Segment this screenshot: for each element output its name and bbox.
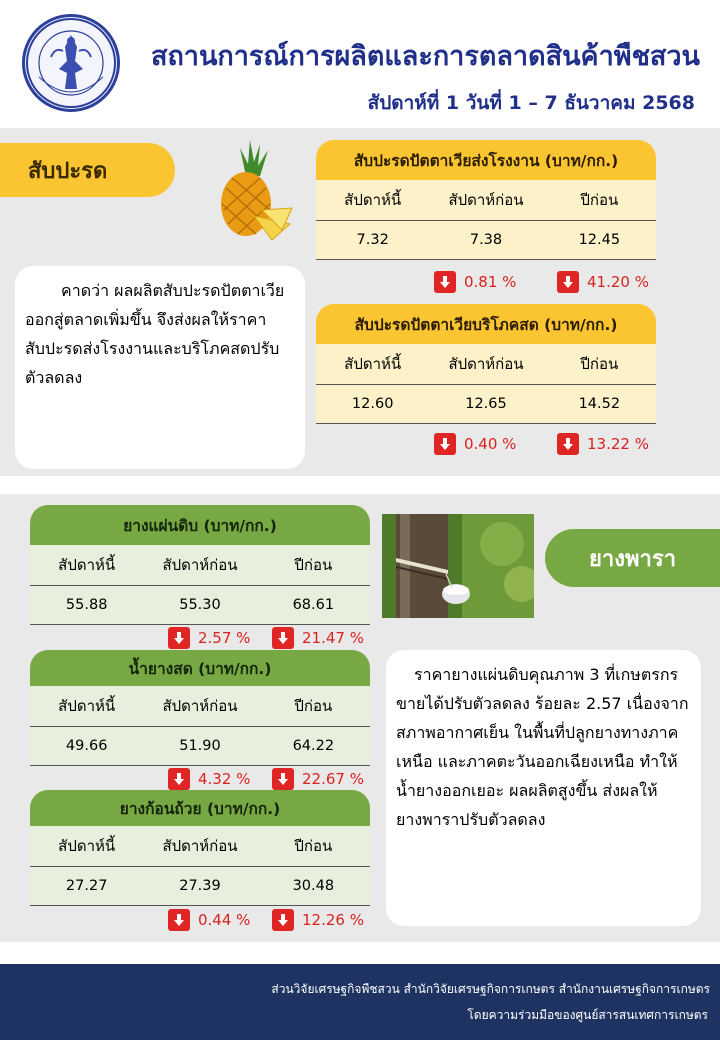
down-arrow-icon bbox=[272, 768, 294, 790]
table-title: สับปะรดปัตตาเวียบริโภคสด (บาท/กก.) bbox=[316, 304, 656, 344]
change-text: 4.32 % bbox=[198, 770, 251, 788]
pineapple-tag: สับปะรด bbox=[0, 143, 175, 197]
change-vs-last-week bbox=[168, 768, 250, 790]
page-footer bbox=[0, 964, 720, 1040]
table-value-row bbox=[30, 586, 370, 625]
rubber-note bbox=[386, 650, 701, 926]
table-value-row bbox=[30, 867, 370, 906]
change-text: 0.44 % bbox=[198, 911, 251, 929]
value-this-week: 27.27 bbox=[65, 878, 108, 894]
agency-seal-icon bbox=[25, 17, 117, 109]
column-this-week: สัปดาห์นี้ bbox=[344, 355, 402, 373]
change-vs-last-year bbox=[557, 433, 649, 455]
column-last-year: ปีก่อน bbox=[294, 697, 333, 715]
value-last-week: 12.65 bbox=[465, 396, 507, 412]
down-arrow-icon bbox=[557, 271, 579, 293]
change-vs-last-week bbox=[168, 909, 250, 931]
table-value-row bbox=[316, 385, 656, 424]
value-this-week: 55.88 bbox=[65, 597, 108, 613]
value-last-year: 64.22 bbox=[292, 738, 335, 754]
value-last-week: 27.39 bbox=[179, 878, 221, 894]
change-vs-last-week bbox=[434, 433, 516, 455]
page-title: สถานการณ์การผลิตและการตลาดสินค้าพืชสวน bbox=[150, 41, 700, 72]
down-arrow-icon bbox=[557, 433, 579, 455]
table-header-row bbox=[316, 344, 656, 385]
change-text: 0.81 % bbox=[464, 273, 517, 291]
column-last-year: ปีก่อน bbox=[294, 837, 333, 855]
column-last-year: ปีก่อน bbox=[580, 355, 619, 373]
table-header-row bbox=[30, 826, 370, 867]
down-arrow-icon bbox=[168, 909, 190, 931]
down-arrow-icon bbox=[168, 627, 190, 649]
column-last-week: สัปดาห์ก่อน bbox=[162, 837, 238, 855]
value-this-week: 49.66 bbox=[65, 738, 108, 754]
rubber-latex-table bbox=[30, 650, 370, 766]
pineapple-note-text: คาดว่า ผลผลิตสับปะรดปัตตาเวียออกสู่ตลาดเพิ่มขึ้น จึงส่งผลให้ราคาสับปะรดส่งโรงงานและบริโภคสดปรับตัวลดลง bbox=[25, 281, 285, 387]
table-header-row bbox=[30, 545, 370, 586]
change-vs-last-week bbox=[168, 627, 250, 649]
column-this-week: สัปดาห์นี้ bbox=[58, 837, 116, 855]
table-title: ยางก้อนถ้วย (บาท/กก.) bbox=[30, 790, 370, 826]
column-last-year: ปีก่อน bbox=[580, 191, 619, 209]
value-last-week: 51.90 bbox=[179, 738, 221, 754]
change-text: 0.40 % bbox=[464, 435, 517, 453]
value-this-week: 7.32 bbox=[356, 232, 389, 248]
week-subtitle: สัปดาห์ที่ 1 วันที่ 1 – 7 ธันวาคม 2568 bbox=[367, 92, 695, 114]
table-title: สับปะรดปัตตาเวียส่งโรงงาน (บาท/กก.) bbox=[316, 140, 656, 180]
change-vs-last-year bbox=[272, 768, 364, 790]
rubber-tapping-photo bbox=[382, 514, 534, 618]
down-arrow-icon bbox=[168, 768, 190, 790]
footer-cooperation-line: โดยความร่วมมือของศูนย์สารสนเทศการเกษตร bbox=[467, 1008, 708, 1022]
down-arrow-icon bbox=[272, 909, 294, 931]
table-value-row bbox=[316, 221, 656, 260]
change-text: 21.47 % bbox=[302, 629, 364, 647]
page-header bbox=[0, 0, 720, 128]
change-vs-last-week bbox=[434, 271, 516, 293]
pineapple-fresh-table bbox=[316, 304, 656, 424]
change-text: 41.20 % bbox=[587, 273, 649, 291]
column-last-week: สัปดาห์ก่อน bbox=[162, 556, 238, 574]
table-title: น้ำยางสด (บาท/กก.) bbox=[30, 650, 370, 686]
value-this-week: 12.60 bbox=[351, 396, 394, 412]
table-title: ยางแผ่นดิบ (บาท/กก.) bbox=[30, 505, 370, 545]
change-text: 12.26 % bbox=[302, 911, 364, 929]
change-text: 22.67 % bbox=[302, 770, 364, 788]
pineapple-factory-table bbox=[316, 140, 656, 260]
column-last-week: สัปดาห์ก่อน bbox=[448, 191, 524, 209]
value-last-year: 30.48 bbox=[292, 878, 335, 894]
value-last-year: 12.45 bbox=[578, 232, 621, 248]
column-last-week: สัปดาห์ก่อน bbox=[448, 355, 524, 373]
down-arrow-icon bbox=[272, 627, 294, 649]
column-last-week: สัปดาห์ก่อน bbox=[162, 697, 238, 715]
down-arrow-icon bbox=[434, 433, 456, 455]
value-last-year: 14.52 bbox=[578, 396, 621, 412]
change-vs-last-year bbox=[272, 909, 364, 931]
pineapple-note bbox=[15, 266, 305, 469]
rubber-sheet-table bbox=[30, 505, 370, 625]
rubber-tag: ยางพารา bbox=[545, 529, 720, 587]
change-vs-last-year bbox=[557, 271, 649, 293]
column-this-week: สัปดาห์นี้ bbox=[58, 697, 116, 715]
value-last-year: 68.61 bbox=[292, 597, 335, 613]
column-this-week: สัปดาห์นี้ bbox=[344, 191, 402, 209]
change-text: 2.57 % bbox=[198, 629, 251, 647]
rubber-cup-lump-table bbox=[30, 790, 370, 906]
down-arrow-icon bbox=[434, 271, 456, 293]
footer-agency-line: ส่วนวิจัยเศรษฐกิจพืชสวน สำนักวิจัยเศรษฐกิจการเกษตร สำนักงานเศรษฐกิจการเกษตร bbox=[271, 982, 710, 996]
value-last-week: 7.38 bbox=[469, 232, 503, 248]
change-text: 13.22 % bbox=[587, 435, 649, 453]
agency-logo bbox=[22, 14, 120, 112]
column-last-year: ปีก่อน bbox=[294, 556, 333, 574]
rubber-note-text: ราคายางแผ่นดิบคุณภาพ 3 ที่เกษตรกรขายได้ปรับตัวลดลง ร้อยละ 2.57 เนื่องจากสภาพอากาศเย็น ในพื้นที่ปลูกยางทางภาคเหนือ และภาคตะวันออกเฉียงเหนือ ทำให้น้ำยางออกเยอะ ผลผลิตสูงขึ้น ส่งผลให้ยางพาราปรับตัวลดลง bbox=[396, 665, 689, 829]
table-header-row bbox=[316, 180, 656, 221]
change-vs-last-year bbox=[272, 627, 364, 649]
table-header-row bbox=[30, 686, 370, 727]
table-value-row bbox=[30, 727, 370, 766]
value-last-week: 55.30 bbox=[179, 597, 221, 613]
pineapple-icon bbox=[210, 138, 295, 243]
column-this-week: สัปดาห์นี้ bbox=[58, 556, 116, 574]
